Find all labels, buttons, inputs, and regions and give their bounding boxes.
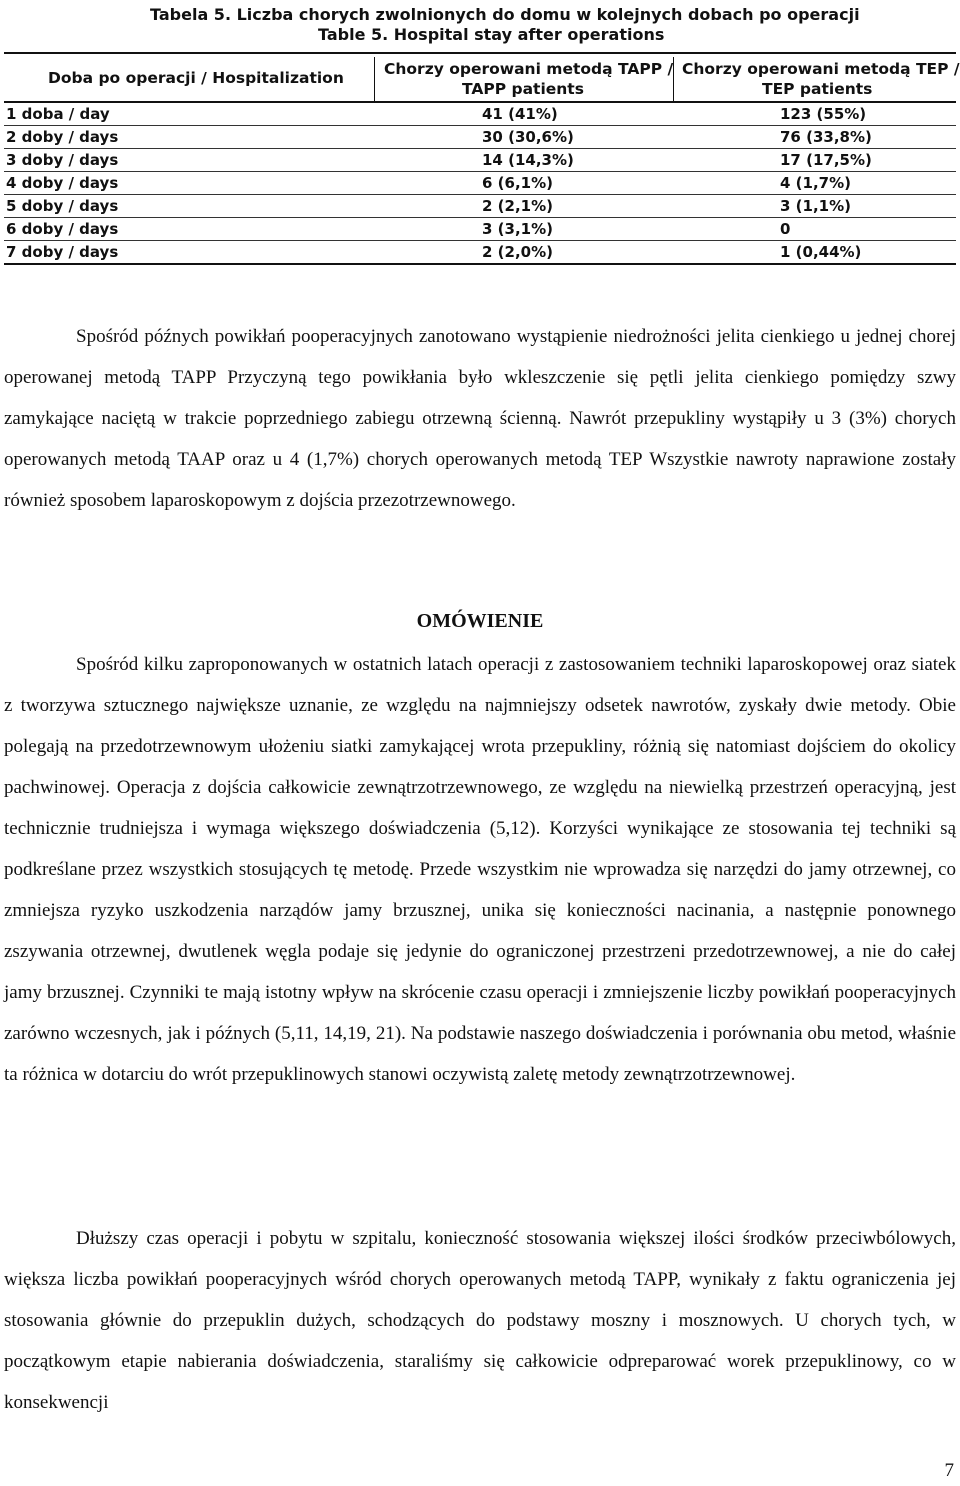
table-row [4,149,956,172]
table-row [4,218,956,241]
cell-day: 5 doby / days [6,197,119,215]
paragraph-complications [4,316,956,521]
header-tapp-line1: Chorzy operowani metodą TAPP / [384,60,674,78]
paragraph-tapp [4,1218,956,1423]
header-tep-line1: Chorzy operowani metodą TEP / [682,60,960,78]
cell-tapp: 6 (6,1%) [482,174,553,192]
paragraph-text: Dłuższy czas operacji i pobytu w szpitalu, konieczność stosowania większej ilości środków przeciwbólowych, większa liczba powikłań pooperacyjnych wśród chorych operowanych metodą TAPP, wynikały z faktu ograniczenia jej stosowania głównie do przepuklin dużych, schodzących do podstawy moszny i mosznowych. U chorych tych, w początkowym etapie nabierania doświadczenia, staraliśmy się całkowicie odpreparować worek przepuklinowy, co w konsekwencji [4,1228,956,1413]
cell-tep: 3 (1,1%) [780,197,851,215]
table-row [4,103,956,126]
header-tep-line2: TEP patients [762,80,873,98]
header-tapp-line2: TAPP patients [462,80,584,98]
cell-day: 2 doby / days [6,128,119,146]
cell-day: 4 doby / days [6,174,119,192]
hospital-stay-table [0,0,960,270]
table-row [4,241,956,265]
cell-tep: 0 [780,220,791,238]
cell-tapp: 2 (2,1%) [482,197,553,215]
paragraph-discussion [4,644,956,1095]
section-heading: OMÓWIENIE [416,610,544,632]
cell-tep: 17 (17,5%) [780,151,872,169]
cell-day: 6 doby / days [6,220,119,238]
cell-day: 7 doby / days [6,243,119,261]
cell-tep: 123 (55%) [780,105,867,123]
table-top-rule [4,52,956,54]
table-caption-pl: Tabela 5. Liczba chorych zwolnionych do domu w kolejnych dobach po operacji [150,5,860,24]
header-divider-2 [673,57,674,101]
table-row [4,195,956,218]
cell-day: 1 doba / day [6,105,110,123]
paragraph-text: Spośród późnych powikłań pooperacyjnych zanotowano wystąpienie niedrożności jelita cienkiego u jednej chorej operowanej metodą TAPP Przyczyną tego powikłania było wkleszczenie się pętli jelita cienkiego pomiędzy szwy zamykające naciętą w trakcie poprzedniego zabiegu otrzewną ścienną. Nawrót przepukliny wystąpiły u 3 (3%) chorych operowanych metodą TAAP oraz u 4 (1,7%) chorych operowanych metodą TEP Wszystkie nawroty naprawione zostały również sposobem laparoskopowym z dojścia przezotrzewnowego. [4,326,956,511]
header-divider-1 [374,57,375,101]
cell-tapp: 30 (30,6%) [482,128,574,146]
cell-tep: 4 (1,7%) [780,174,851,192]
table-row [4,126,956,149]
table-row [4,172,956,195]
cell-tep: 1 (0,44%) [780,243,862,261]
paragraph-text: Spośród kilku zaproponowanych w ostatnich latach operacji z zastosowaniem techniki laparoskopowej oraz siatek z tworzywa sztucznego największe uznanie, ze względu na najmniejszy odsetek nawrotów, zyskały dwie metody. Obie polegają na przedotrzewnowym ułożeniu siatki zamykającej wrota przepukliny, różnią się natomiast dojściem do okolicy pachwinowej. Operacja z dojścia całkowicie zewnątrzotrzewnowego, ze względu na niewielką przestrzeń operacyjną, jest technicznie trudniejsza i wymaga większego doświadczenia (5,12). Korzyści wynikające ze stosowania tej techniki są podkreślane przez wszystkich stosujących tę metodę. Przede wszystkim nie wprowadza się narzędzi do jamy otrzewnej, co zmniejsza ryzyko uszkodzenia narządów jamy brzusznej, unika się konieczności nacinania, a następnie ponownego zszywania otrzewnej, dwutlenek węgla podaje się jedynie do ograniczonej przestrzeni przedotrzewnowej, a nie do całej jamy brzusznej. Czynniki te mają istotny wpływ na skrócenie czasu operacji i zmniejszenie liczby powikłań pooperacyjnych zarówno wczesnych, jak i późnych (5,11, 14,19, 21). Na podstawie naszego doświadczenia i porównania obu metod, właśnie ta różnica w dotarciu do wrót przepuklinowych stanowi oczywistą zaletę metody zewnątrzotrzewnowej. [4,654,956,1085]
cell-tapp: 14 (14,3%) [482,151,574,169]
header-hospitalization: Doba po operacji / Hospitalization [48,69,344,87]
table-caption-en: Table 5. Hospital stay after operations [318,25,665,44]
cell-day: 3 doby / days [6,151,119,169]
cell-tep: 76 (33,8%) [780,128,872,146]
page-number: 7 [944,1460,954,1481]
cell-tapp: 3 (3,1%) [482,220,553,238]
cell-tapp: 2 (2,0%) [482,243,553,261]
cell-tapp: 41 (41%) [482,105,558,123]
